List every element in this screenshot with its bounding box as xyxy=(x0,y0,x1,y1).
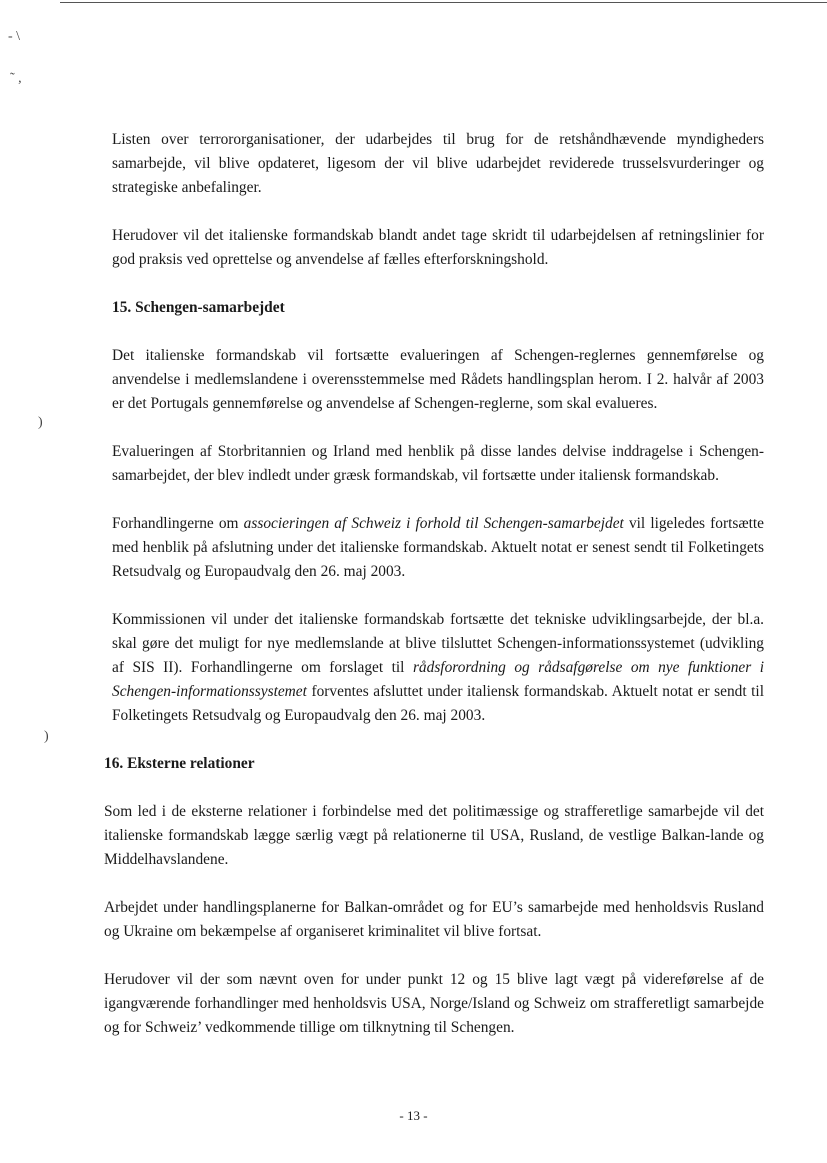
body-paragraph xyxy=(112,512,764,584)
page-number: - 13 - xyxy=(399,1108,428,1123)
scan-mark: - \ xyxy=(8,29,21,44)
scan-mark: ) xyxy=(44,729,49,744)
scan-mark: ) xyxy=(38,415,43,430)
section-heading-15: 15. Schengen-samarbejdet xyxy=(112,299,285,316)
text-run: Kommissionen vil under det italienske formandskab fortsætte det tekniske udviklingsarbejde, der bl.a. skal gøre det muligt for nye medlemslande at blive tilsluttet Schengen-informationssystemet (udvikling af SIS II). Forhandlingerne om forslaget til xyxy=(112,611,764,676)
body-paragraph: Herudover vil der som nævnt oven for under punkt 12 og 15 blive lagt vægt på videreførelse af de igangværende forhandlinger med henholdsvis USA, Norge/Island og Schweiz om strafferetligt samarbejde og for Schweiz’ vedkommende tillige om tilknytning til Schengen. xyxy=(104,971,764,1036)
text-run: vil ligeledes fortsætte med henblik på afslutning under det italienske formandskab. Aktuelt notat er senest sendt til Folketingets Retsudvalg og Europaudvalg den 26. maj 2003. xyxy=(112,515,765,580)
page-top-rule xyxy=(60,2,827,3)
italic-text-run: associeringen af Schweiz i forhold til Schengen-samarbejdet xyxy=(243,515,624,532)
body-paragraph: Evalueringen af Storbritannien og Irland med henblik på disse landes delvise inddragelse i Schengen-samarbejdet, der blev indledt under græsk formandskab, vil fortsætte under italiensk formandskab. xyxy=(112,443,764,484)
body-paragraph xyxy=(112,608,764,728)
scan-mark: ˜ , xyxy=(10,71,22,86)
section-heading-16: 16. Eksterne relationer xyxy=(104,755,255,772)
italic-text-run: rådsforordning og rådsafgørelse om nye funktioner i Schengen-informationssystemet xyxy=(112,659,764,700)
body-paragraph: Listen over terrororganisationer, der udarbejdes til brug for de retshåndhævende myndigheders samarbejde, vil blive opdateret, ligesom der vil blive udarbejdet reviderede trusselsvurderinger og strategiske anbefalinger. xyxy=(112,131,764,196)
body-paragraph: Herudover vil det italienske formandskab blandt andet tage skridt til udarbejdelsen af retningslinier for god praksis ved oprettelse og anvendelse af fælles efterforskningshold. xyxy=(112,227,764,268)
text-run: forventes afsluttet under italiensk formandskab. Aktuelt notat er sendt til Folketingets Retsudvalg og Europaudvalg den 26. maj 2003. xyxy=(112,683,764,724)
body-paragraph: Som led i de eksterne relationer i forbindelse med det politimæssige og strafferetlige samarbejde vil det italienske formandskab lægge særlig vægt på relationerne til USA, Rusland, de vestlige Balkan-lande og Middelhavslandene. xyxy=(104,803,764,868)
text-run: Forhandlingerne om xyxy=(112,515,244,532)
body-paragraph: Det italienske formandskab vil fortsætte evalueringen af Schengen-reglernes gennemførelse og anvendelse i medlemslandene i overensstemmelse med Rådets handlingsplan herom. I 2. halvår af 2003 er det Portugals gennemførelse og anvendelse af Schengen-reglerne, som skal evalueres. xyxy=(112,347,764,412)
document-body xyxy=(104,128,764,1064)
body-paragraph: Arbejdet under handlingsplanerne for Balkan-området og for EU’s samarbejde med henholdsvis Rusland og Ukraine om bekæmpelse af organiseret kriminalitet vil blive fortsat. xyxy=(104,899,764,940)
